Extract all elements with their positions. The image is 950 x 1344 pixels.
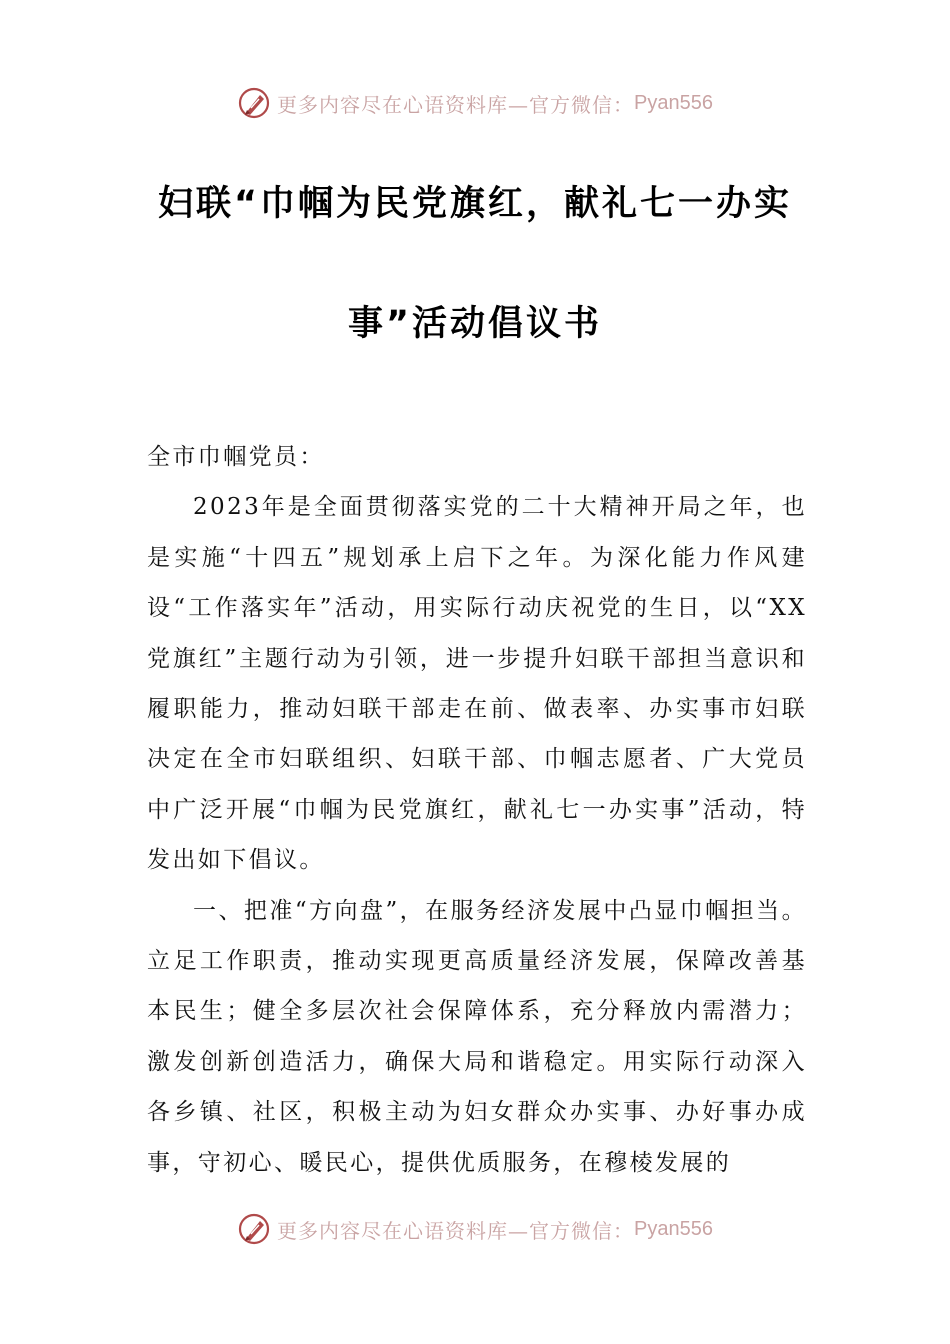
pen-nib-circle-icon: [237, 86, 271, 120]
watermark-wechat-id: Pyan556: [634, 91, 713, 114]
watermark-wechat-id: Pyan556: [634, 1217, 713, 1240]
watermark-text: 更多内容尽在心语资料库—官方微信：: [277, 92, 635, 117]
salutation: 全市巾帼党员：: [147, 444, 325, 470]
document-title-line-2: 事”活动倡议书: [347, 304, 602, 344]
paragraph: 2023年是全面贯彻落实党的二十大精神开局之年，也是实施“十四五”规划承上启下之年。为深化能力作风建设“工作落实年”活动，用实际行动庆祝党的生日，以“XX党旗红”主题行动为引领，进一步提升妇联干部担当意识和履职能力，推动妇联干部走在前、做表率、办实事市妇联决定在全市妇联组织、妇联干部、巾帼志愿者、广大党员中广泛开展“巾帼为民党旗红，献礼七一办实事”活动，特发出如下倡议。: [147, 494, 807, 874]
pen-nib-circle-icon: [237, 1212, 271, 1246]
watermark-text: 更多内容尽在心语资料库—官方微信：: [277, 1218, 635, 1243]
footer-watermark: [0, 1212, 950, 1246]
document-body: [147, 432, 807, 1188]
paragraph: 一、把准“方向盘”，在服务经济发展中凸显巾帼担当。立足工作职责，推动实现更高质量经济发展，保障改善基本民生；健全多层次社会保障体系，充分释放内需潜力；激发创新创造活力，确保大局和谐稳定。用实际行动深入各乡镇、社区，积极主动为妇女群众办实事、办好事办成事，守初心、暖民心，提供优质服务，在穆棱发展的: [147, 897, 807, 1176]
header-watermark: [0, 86, 950, 120]
document-title-line-1: 妇联“巾帼为民党旗红，献礼七一办实: [157, 184, 792, 224]
